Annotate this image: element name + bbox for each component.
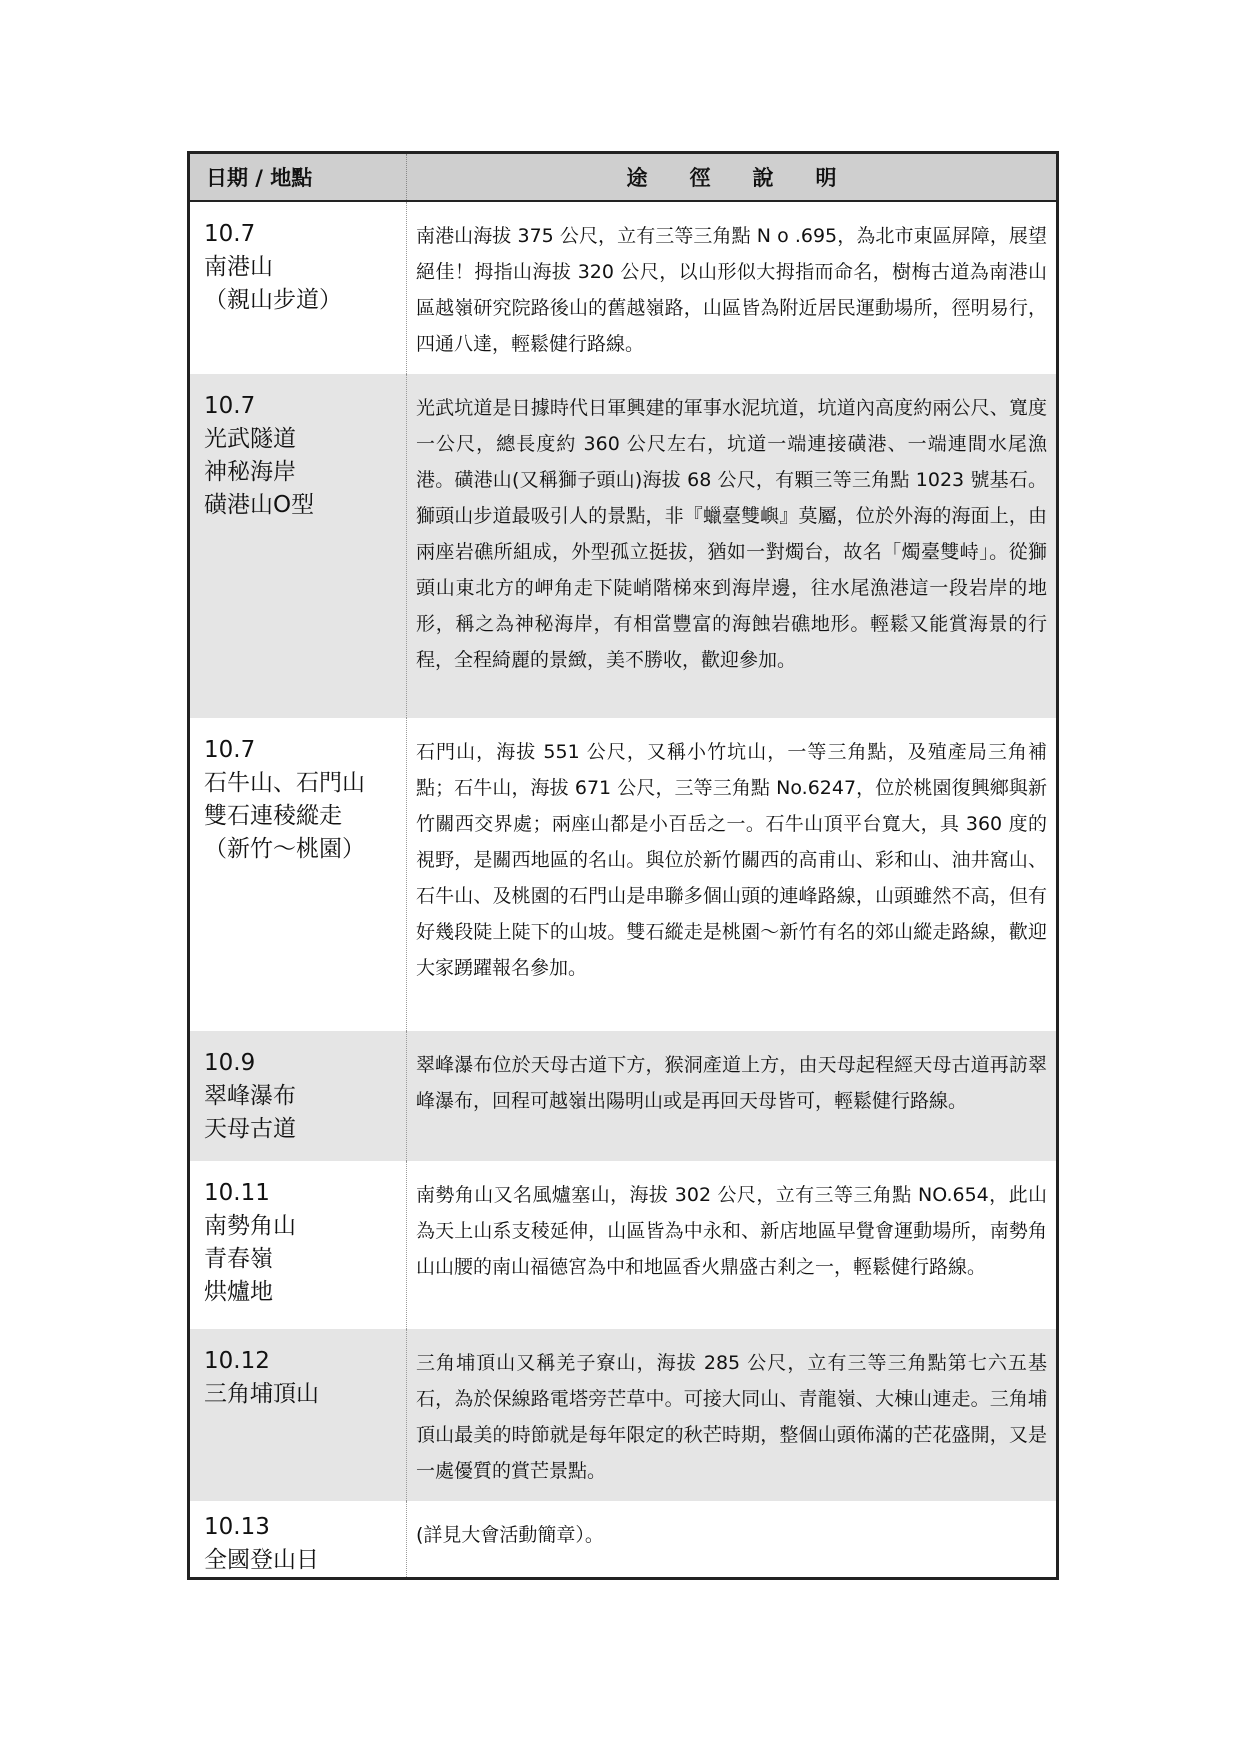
table-row [189, 1501, 1058, 1579]
row-date: 10.9 [204, 1050, 256, 1076]
row-description: 南港山海拔 375 公尺，立有三等三角點 N o .695，為北市東區屏障，展望絕佳！拇指山海拔 320 公尺，以山形似大拇指而命名，樹梅古道為南港山區越嶺研究院路後山的舊越嶺路，山區皆為附近居民運動場所，徑明易行，四通八達，輕鬆健行路線。 [407, 201, 1058, 374]
row-date: 10.11 [204, 1180, 270, 1206]
table-header [189, 153, 1058, 202]
row-date-location [189, 1329, 407, 1501]
row-place: 光武隧道 [204, 426, 296, 452]
row-date-location [189, 1031, 407, 1161]
table-row [189, 1329, 1058, 1501]
row-date: 10.13 [204, 1514, 270, 1540]
row-date-location [189, 201, 407, 374]
row-place: 石牛山、石門山 [204, 770, 365, 796]
row-place: 磺港山O型 [204, 492, 315, 518]
row-place: 南勢角山 [204, 1213, 296, 1239]
row-description: 翠峰瀑布位於天母古道下方，猴洞產道上方，由天母起程經天母古道再訪翠峰瀑布，回程可越嶺出陽明山或是再回天母皆可，輕鬆健行路線。 [407, 1031, 1058, 1161]
row-date-location [189, 1501, 407, 1579]
row-date: 10.7 [204, 221, 256, 247]
row-date: 10.12 [204, 1348, 270, 1374]
row-date: 10.7 [204, 393, 256, 419]
row-description: 南勢角山又名風爐塞山，海拔 302 公尺，立有三等三角點 NO.654，此山為天上山系支稜延伸，山區皆為中永和、新店地區早覺會運動場所，南勢角山山腰的南山福德宮為中和地區香火鼎盛古剎之一，輕鬆健行路線。 [407, 1161, 1058, 1329]
table-row [189, 718, 1058, 1031]
row-place: 天母古道 [204, 1116, 296, 1142]
row-date-location [189, 1161, 407, 1329]
row-description: 光武坑道是日據時代日軍興建的軍事水泥坑道，坑道內高度約兩公尺、寬度一公尺，總長度約 360 公尺左右，坑道一端連接磺港、一端連間水尾漁港。磺港山(又稱獅子頭山)海拔 68 公尺，有顆三等三角點 1023 號基石。獅頭山步道最吸引人的景點，非『蠟臺雙嶼』莫屬，位於外海的海面上，由兩座岩礁所組成，外型孤立挺拔，猶如一對燭台，故名「燭臺雙峙」。從獅頭山東北方的岬角走下陡峭階梯來到海岸邊，往水尾漁港這一段岩岸的地形，稱之為神秘海岸，有相當豐富的海蝕岩礁地形。輕鬆又能賞海景的行程，全程綺麗的景緻，美不勝收，歡迎參加。 [407, 374, 1058, 718]
row-place: 三角埔頂山 [204, 1381, 319, 1407]
row-place: 全國登山日 [204, 1547, 319, 1573]
row-place: （新竹～桃園） [204, 836, 365, 862]
hiking-schedule-table [187, 151, 1059, 1580]
row-place: 翠峰瀑布 [204, 1083, 296, 1109]
row-description: 三角埔頂山又稱羌子寮山，海拔 285 公尺，立有三等三角點第七六五基石，為於保線路電塔旁芒草中。可接大同山、青龍嶺、大棟山連走。三角埔頂山最美的時節就是每年限定的秋芒時期，整個山頭佈滿的芒花盛開，又是一處優質的賞芒景點。 [407, 1329, 1058, 1501]
row-date-location [189, 718, 407, 1031]
row-place: 雙石連稜縱走 [204, 803, 342, 829]
table-row [189, 374, 1058, 718]
table-row [189, 1031, 1058, 1161]
row-date-location [189, 374, 407, 718]
row-place: 青春嶺 [204, 1246, 273, 1272]
row-place: （親山步道） [204, 287, 342, 313]
row-description: (詳見大會活動簡章）。 [407, 1501, 1058, 1579]
table-row [189, 1161, 1058, 1329]
row-description: 石門山，海拔 551 公尺，又稱小竹坑山，一等三角點，及殖產局三角補點；石牛山，海拔 671 公尺，三等三角點 No.6247，位於桃園復興鄉與新竹關西交界處；兩座山都是小百岳之一。石牛山頂平台寬大，具 360 度的視野，是關西地區的名山。與位於新竹關西的高甫山、彩和山、油井窩山、石牛山、及桃園的石門山是串聯多個山頭的連峰路線，山頭雖然不高，但有好幾段陡上陡下的山坡。雙石縱走是桃園～新竹有名的郊山縱走路線，歡迎大家踴躍報名參加。 [407, 718, 1058, 1031]
header-date-location: 日期 / 地點 [189, 153, 407, 202]
row-date: 10.7 [204, 737, 256, 763]
row-place: 烘爐地 [204, 1279, 273, 1305]
row-place: 神秘海岸 [204, 459, 296, 485]
header-route-description: 途徑說明 [407, 153, 1058, 202]
table-row [189, 201, 1058, 374]
row-place: 南港山 [204, 254, 273, 280]
